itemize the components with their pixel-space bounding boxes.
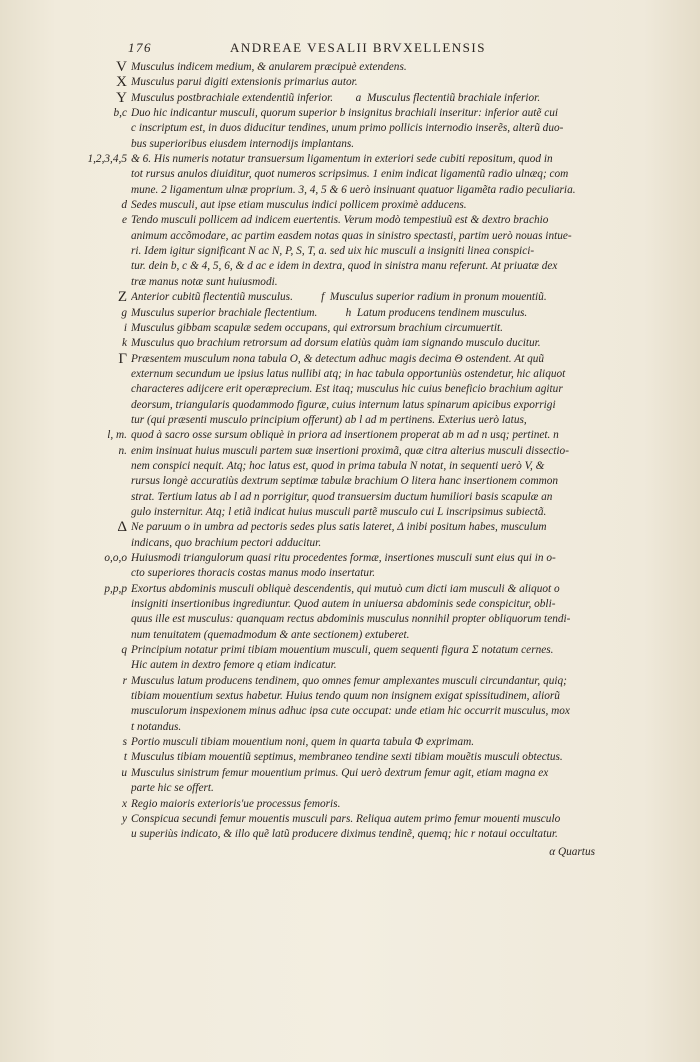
legend-entry	[0, 352, 700, 429]
legend-entry	[0, 60, 700, 75]
entry-line: gulo insternitur. Atq; l etiã indicat huius musculi partẽ musculo cui L inscripsimus subiectã.	[131, 505, 547, 518]
legend-entry	[0, 551, 700, 582]
entry-marker: n.	[118, 444, 127, 457]
page-number: 176	[128, 40, 152, 55]
entry-line: Huiusmodi triangulorum quasi ritu procedentes formæ, insertiones musculi sunt eius qui in o-	[131, 552, 556, 564]
entry-line: Præsentem musculum nona tabula O, & detectum adhuc magis decima Θ ostendent. At quũ	[131, 352, 545, 365]
legend-entry	[0, 75, 700, 90]
entry-marker: s	[122, 736, 127, 749]
entry-line: mune. 2 ligamentum ulnæ proprium. 3, 4, 5 & 6 uerò insinuant quatuor ligamẽta radio peculiaria.	[131, 183, 576, 196]
entry-text	[131, 106, 631, 152]
entry-line: tur (qui præsenti musculo principium offerunt) ab l ad m pertinens. Exterius uerò latus,	[131, 413, 527, 426]
entry-marker: l, m.	[107, 429, 127, 442]
legend-entry	[0, 198, 700, 213]
legend-entry	[0, 735, 700, 750]
entry-marker: r	[122, 674, 127, 687]
entry-line: Musculus tibiam mouentiũ septimus, membraneo tendine sexti tibiam mouẽtis musculi obtectus.	[131, 751, 563, 764]
entry-text	[131, 812, 631, 843]
entry-line: Musculus postbrachiale extendentiũ inferior. a Musculus flectentiũ brachiale inferior.	[131, 91, 541, 104]
entry-marker: Δ	[117, 519, 127, 536]
entry-line: tot rursus anulos diuiditur, quot numeros scripsimus. 1 enim indicat ligamentũ radio ulnæq; com	[131, 168, 569, 181]
entry-text	[131, 290, 631, 305]
entry-text	[131, 750, 631, 765]
entry-marker: q	[121, 644, 127, 657]
entry-text	[131, 674, 631, 735]
entry-line: Hic autem in dextro femore q etiam indicatur.	[131, 659, 337, 672]
entry-marker: i	[123, 321, 127, 334]
entry-text	[131, 444, 631, 521]
entry-line: Musculus sinistrum femur mouentium primus. Qui uerò dextrum femur agit, etiam magna ex	[131, 766, 549, 779]
entry-line: Principium notatur primi tibiam mouentium musculi, quem sequenti figura Σ notatum cernes.	[131, 644, 554, 657]
entry-text	[131, 198, 631, 213]
entry-line: Anterior cubitũ flectentiũ musculus. f Musculus superior radium in pronum mouentiũ.	[131, 291, 547, 304]
entry-line: nem conspici nequit. Atq; hoc latus est, quod in prima tabula N notat, in sequenti uerò V, &	[131, 459, 545, 472]
entry-text	[131, 60, 631, 75]
entry-text	[131, 306, 631, 321]
entry-marker: V	[116, 59, 127, 75]
legend-entry	[0, 290, 700, 305]
entry-text	[131, 336, 631, 351]
entry-line: parte hic se offert.	[131, 782, 214, 795]
entry-line: Exortus abdominis musculi obliquè descendentis, qui mutuò cum dicti iam musculi & aliquot o	[131, 582, 560, 595]
entry-line: externum secundum ue ipsius latus nullibi atq; in hac tabula opportuniùs ostendetur, hic aliquot	[131, 367, 566, 380]
entry-line: & 6. His numeris notatur transuersum ligamentum in exteriori sede cubiti repositum, quod in	[131, 153, 553, 166]
entry-text	[131, 352, 631, 429]
entry-text	[131, 766, 631, 797]
entry-text	[131, 91, 631, 106]
entry-line: Musculus parui digiti extensionis primarius autor.	[131, 76, 358, 89]
legend-entry	[0, 520, 700, 551]
entry-marker: Y	[116, 89, 127, 106]
entry-line: u superiùs indicato, & illo quẽ latũ producere diximus tendinẽ, quemq; hic r notaui occultatur.	[131, 828, 558, 841]
entry-line: Duo hic indicantur musculi, quorum superior b insignitus brachiali inseritur: inferior autẽ cui	[131, 107, 559, 120]
entry-line: musculorum inspexionem minus adhuc ipsa cute occupat: unde etiam hic occurrit musculus, mox	[131, 705, 570, 718]
entry-marker: p,p,p	[104, 582, 127, 595]
legend-entry	[0, 812, 700, 843]
entry-line: Musculus superior brachiale flectentium. h Latum producens tendinem musculus.	[131, 306, 528, 319]
entry-marker: 1,2,3,4,5	[87, 153, 127, 166]
entry-line: Musculus quo brachium retrorsum ad dorsum elatiùs quàm iam signando musculo ducitur.	[131, 337, 541, 350]
entry-line: Musculus indicem medium, & anularem præcipuè extendens.	[131, 61, 407, 73]
legend-entry	[0, 750, 700, 765]
entry-text	[131, 520, 631, 551]
legend-entry	[0, 321, 700, 336]
entry-line: Regio maioris exterioris'ue processus femoris.	[131, 797, 341, 810]
entry-marker: x	[121, 797, 127, 810]
entry-line: Portio musculi tibiam mouentium noni, quem in quarta tabula Φ exprimam.	[131, 736, 475, 749]
entry-marker: b,c	[113, 107, 127, 120]
entry-line: indicans, quo brachium pectori adducitur.	[131, 536, 322, 549]
entry-marker: Z	[117, 289, 127, 306]
entry-line: tur. dein b, c & 4, 5, 6, & d ac e idem in dextra, quod in sinistra manu referunt. At priuatæ dex	[131, 260, 558, 273]
entry-marker: o,o,o	[104, 552, 127, 564]
entry-marker: d	[121, 199, 127, 212]
entry-marker: e	[121, 214, 127, 227]
legend-entry	[0, 213, 700, 290]
entry-text	[131, 428, 631, 443]
entry-marker: t	[123, 751, 127, 764]
entry-line: num tenuitatem (quemadmodum & ante sectionem) extuberet.	[131, 628, 410, 641]
entry-line: t notandus.	[131, 720, 182, 733]
entry-marker: u	[121, 766, 127, 779]
entry-text	[131, 797, 631, 812]
entry-line: insigniti insertionibus ingrediuntur. Quod autem in uniuersa abdominis sede conspicitur, obli-	[131, 598, 556, 611]
entry-line: tibiam mouentium sextus habetur. Huius tendo quum non insignem exigat spissitudinem, aliorũ	[131, 690, 560, 703]
entry-line: træ manus notæ sunt huiusmodi.	[131, 275, 278, 288]
entry-line: strat. Tertium latus ab l ad n porrigitur, quod transuersim ductum humiliori basis scapulæ an	[131, 490, 553, 503]
entry-text	[131, 152, 631, 198]
entry-line: ri. Idem igitur significant N ac N, P, S, T, a. sed uix hic musculi a insigniti linea conspici-	[131, 245, 535, 258]
entry-marker: g	[121, 306, 127, 319]
entry-marker: X	[116, 74, 127, 91]
legend-entry	[0, 674, 700, 735]
legend-entry	[0, 152, 700, 198]
entry-line: Sedes musculi, aut ipse etiam musculus indici pollicem proximè adducens.	[131, 199, 467, 212]
legend-entry	[0, 336, 700, 351]
entry-text	[131, 735, 631, 750]
legend-entry	[0, 444, 700, 521]
entry-line: Musculus latum producens tendinem, quo omnes femur amplexantes musculi circundantur, quiq;	[131, 674, 567, 687]
entry-line: characteres adijcere erit operæprecium. Est itaq; musculus hic cuius beneficio brachium agitur	[131, 383, 563, 396]
legend-entry	[0, 106, 700, 152]
entry-line: Conspicua secundi femur mouentis musculi pars. Reliqua autem primo femur mouenti musculo	[131, 812, 561, 825]
entry-line: quod à sacro osse sursum obliquè in priora ad insertionem properat ab m ad n usq; pertinet. n	[131, 429, 559, 442]
entry-line: bus superioribus eiusdem internodijs implantans.	[131, 137, 355, 150]
entry-line: quus ille est musculus: quanquam rectus abdominis musculus nonnihil propter obliquorum tendi-	[131, 613, 571, 626]
entry-text	[131, 321, 631, 336]
entry-line: Musculus gibbam scapulæ sedem occupans, qui extrorsum brachium circumuertit.	[131, 321, 503, 334]
legend-entry	[0, 91, 700, 106]
entry-text	[131, 213, 631, 290]
entry-marker: Γ	[118, 350, 127, 367]
catchword: α Quartus	[549, 845, 595, 858]
legend-entry	[0, 428, 700, 443]
entry-text	[131, 643, 631, 674]
legend-entry	[0, 306, 700, 321]
legend-entry	[0, 643, 700, 674]
entry-line: enim insinuat huius musculi partem suæ insertioni proximã, quæ citra alterius musculi dissectio-	[131, 444, 569, 457]
entry-marker: k	[121, 337, 127, 350]
entry-line: c inscriptum est, in duos diducitur tendines, unum primo pollicis internodio inserẽs, alterũ duo-	[131, 122, 564, 135]
entry-text	[131, 582, 631, 643]
entry-line: cto superiores thoracis costas manus modo insertatur.	[131, 567, 376, 580]
entry-marker: y	[121, 812, 127, 825]
running-title: ANDREAE VESALII BRVXELLENSIS	[230, 40, 486, 55]
entry-line: Tendo musculi pollicem ad indicem euertentis. Verum modò tempestiuũ est & dextro brachio	[131, 214, 549, 227]
entry-text	[131, 551, 631, 582]
legend-entry	[0, 582, 700, 643]
legend-entry	[0, 797, 700, 812]
entry-line: Ne paruum o in umbra ad pectoris sedes plus satis lateret, Δ inibi positum habes, musculum	[131, 521, 547, 534]
entry-line: deorsum, triangularis quodammodo figuræ, cuius internum latus spinarum apicibus exporrigi	[131, 398, 556, 411]
entry-line: rursus longè accuratiùs dextrum septimæ tabulæ brachium O litera hanc insertionem common	[131, 475, 559, 488]
page-body	[0, 60, 700, 860]
entry-line: animum accõmodare, ac partim easdem notas quas in sinistro spectasti, partim uerò nouas intue-	[131, 229, 572, 242]
entry-text	[131, 75, 631, 90]
legend-entry	[0, 766, 700, 797]
